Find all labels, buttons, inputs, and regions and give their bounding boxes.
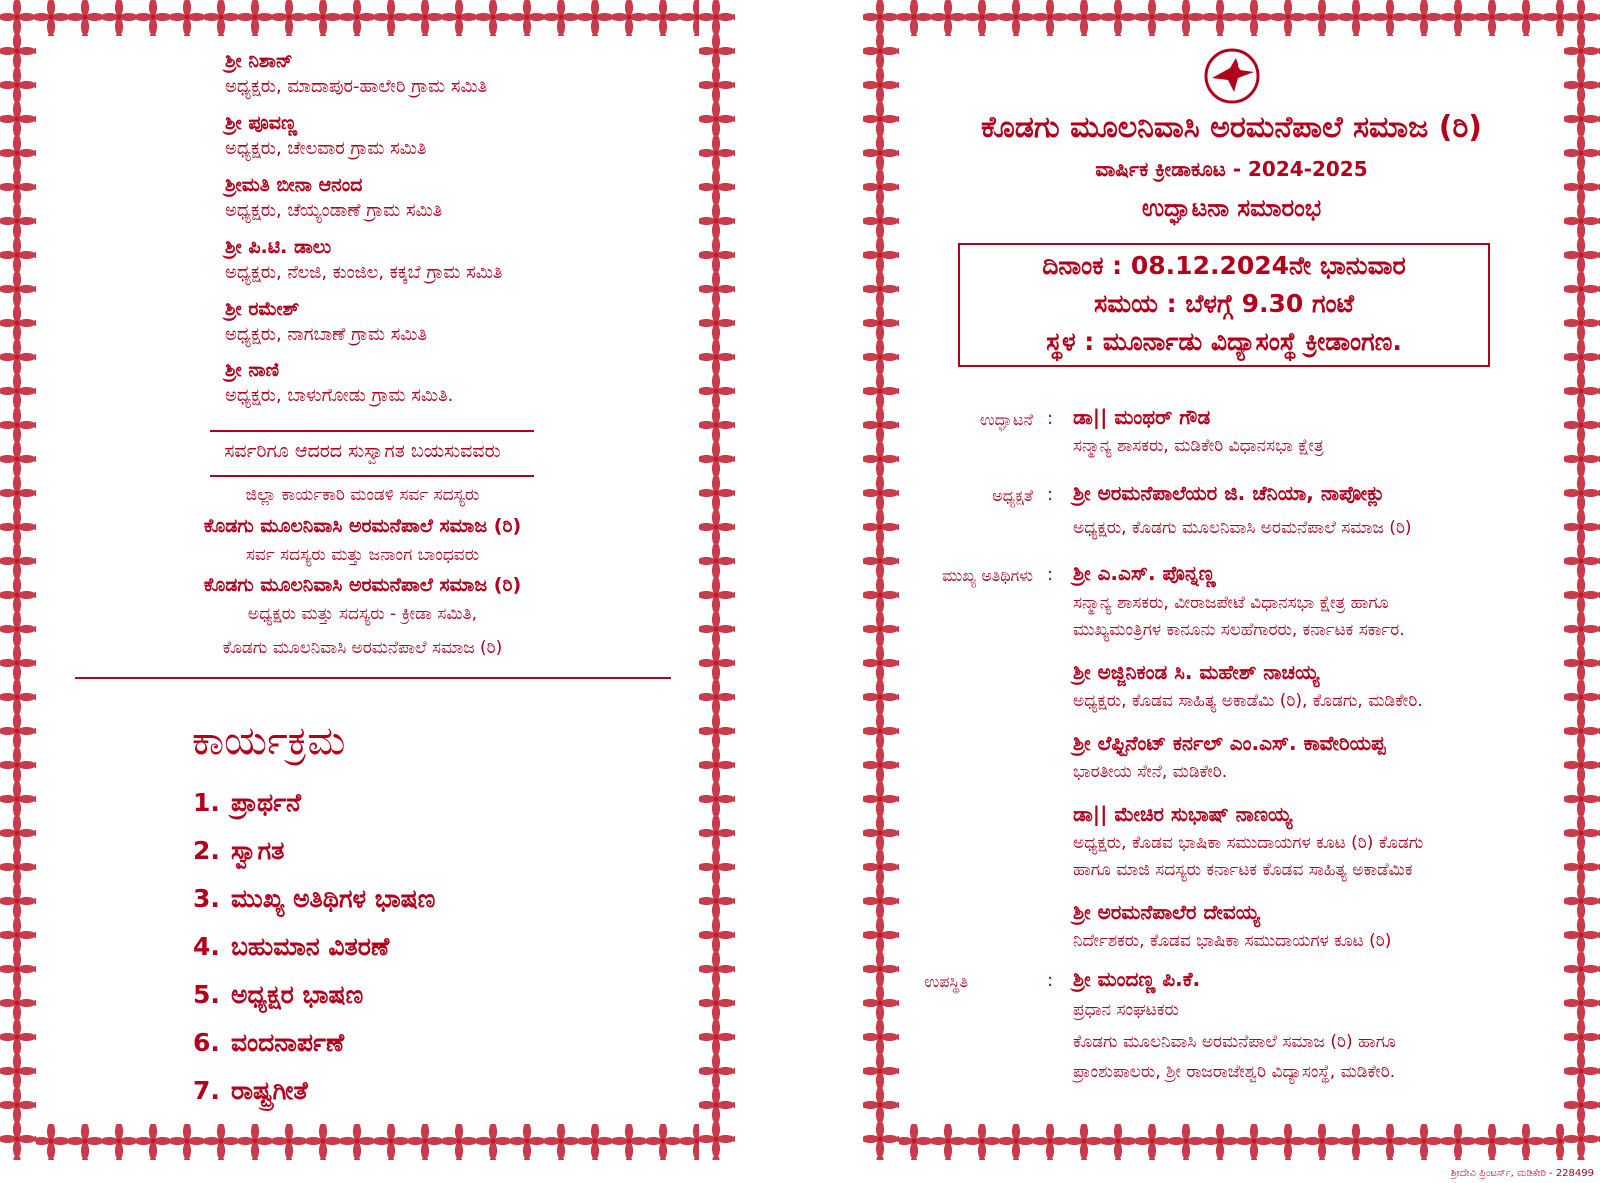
president-name: ಶ್ರೀ ಅರಮನೆಪಾಲೆಯರ ಜಿ. ಚೆನಿಯಾ, ನಾಪೋಕ್ಲು [1073,481,1385,505]
colon: : [1047,408,1054,429]
committee-name: ಶ್ರೀ ಪಿ.ಟಿ. ಡಾಲು [225,236,332,258]
president-label: ಅಧ್ಯಕ್ಷತೆ [992,486,1033,505]
program-item [193,1028,344,1058]
guests-label: ಮುಖ್ಯ ಅತಿಥಿಗಳು [941,566,1033,585]
committee-role: ಅಧ್ಯಕ್ಷರು, ನಾಗಬಾಣೆ ಗ್ರಾಮ ಸಮಿತಿ [225,324,428,345]
presence-role: ಕೊಡಗು ಮೂಲನಿವಾಸಿ ಅರಮನೆಪಾಲೆ ಸಮಾಜ (ರಿ) ಹಾಗೂ [1073,1032,1396,1052]
printer-credit: ಶ್ರೀದೇವಿ ಪ್ರಿಂಟರ್ಸ್, ಮಡಿಕೇರಿ - 228499 [1450,1168,1594,1179]
program-title: ಕಾರ್ಯಕ್ರಮ [192,718,346,764]
program-item-number: 7. [193,1076,220,1105]
program-item-text: ರಾಷ್ಟ್ರಗೀತೆ [231,1076,308,1105]
program-item [193,932,389,962]
host-line: ಕೊಡಗು ಮೂಲನಿವಾಸಿ ಅರಮನೆಪಾಲೆ ಸಮಾಜ (ರಿ) [203,515,522,537]
program-item-text: ಪ್ರಾರ್ಥನೆ [231,788,301,817]
colon: : [1047,970,1054,991]
inaugurator-role: ಸನ್ಮಾನ್ಯ ಶಾಸಕರು, ಮಡಿಕೇರಿ ವಿಧಾನಸಭಾ ಕ್ಷೇತ್ರ [1073,436,1324,456]
event-details-box [958,243,1490,367]
bird-emblem-icon [1200,48,1264,104]
presence-label: ಉಪಸ್ಥಿತಿ [924,972,968,991]
divider [75,677,671,679]
president-role: ಅಧ್ಯಕ್ಷರು, ಕೊಡಗು ಮೂಲನಿವಾಸಿ ಅರಮನೆಪಾಲೆ ಸಮಾಜ (ರಿ) [1073,518,1412,538]
presence-name: ಶ್ರೀ ಮಂದಣ್ಣ ಪಿ.ಕೆ. [1073,967,1201,991]
inaugurator-label: ಉದ್ಘಾಟನೆ [979,410,1033,429]
presence-role: ಪ್ರಧಾನ ಸಂಘಟಕರು [1073,1000,1179,1020]
program-item-text: ವಂದನಾರ್ಪಣೆ [231,1028,345,1057]
floral-border-left [0,0,36,1160]
program-item-number: 4. [193,932,220,961]
guest-role: ಸನ್ಮಾನ್ಯ ಶಾಸಕರು, ವೀರಾಜಪೇಟೆ ವಿಧಾನಸಭಾ ಕ್ಷೇತ್ರ ಹಾಗೂ [1073,593,1389,613]
committee-name: ಶ್ರೀ ರಮೇಶ್ [225,298,300,320]
host-line: ಸರ್ವ ಸದಸ್ಯರು ಮತ್ತು ಜನಾಂಗ ಬಾಂಧವರು [245,545,480,565]
guest-role: ಮುಖ್ಯಮಂತ್ರಿಗಳ ಕಾನೂನು ಸಲಹೆಗಾರರು, ಕರ್ನಾಟಕ ಸರ್ಕಾರ. [1073,620,1405,640]
program-item-number: 6. [193,1028,220,1057]
floral-border-bottom [863,1124,1600,1160]
floral-border-top [0,0,735,36]
program-item [193,1076,308,1106]
guest-role: ಅಧ್ಯಕ್ಷರು, ಕೊಡವ ಸಾಹಿತ್ಯ ಅಕಾಡೆಮಿ (ರಿ), ಕೊಡಗು, ಮಡಿಕೇರಿ. [1073,691,1423,711]
committee-role: ಅಧ್ಯಕ್ಷರು, ಚೇಲವಾರ ಗ್ರಾಮ ಸಮಿತಿ [225,138,427,159]
presence-role: ಪ್ರಾಂಶುಪಾಲರು, ಶ್ರೀ ರಾಜರಾಜೇಶ್ವರಿ ವಿದ್ಯಾಸಂಸ್ಥೆ, ಮಡಿಕೇರಿ. [1073,1062,1396,1082]
guest-role: ಹಾಗೂ ಮಾಜಿ ಸದಸ್ಯರು ಕರ್ನಾಟಕ ಕೊಡವ ಸಾಹಿತ್ಯ ಅಕಾಡೆಮಿಕ [1073,860,1413,880]
event-heading: ಉದ್ಘಾಟನಾ ಸಮಾರಂಭ [1141,194,1322,222]
committee-role: ಅಧ್ಯಕ್ಷರು, ಚೆಯ್ಯಂಡಾಣೆ ಗ್ರಾಮ ಸಮಿತಿ [225,200,443,221]
guest-name: ಶ್ರೀ ಅಜ್ಜಿನಿಕಂಡ ಸಿ. ಮಹೇಶ್ ನಾಚಯ್ಯ [1073,660,1320,684]
program-item-number: 2. [193,836,220,865]
guest-role: ಅಧ್ಯಕ್ಷರು, ಕೊಡವ ಭಾಷಿಕಾ ಸಮುದಾಯಗಳ ಕೂಟ (ರಿ) ಕೊಡಗು [1073,833,1424,853]
floral-border-bottom [0,1124,735,1160]
committee-role: ಅಧ್ಯಕ್ಷರು, ಮಾದಾಪುರ-ಹಾಲೇರಿ ಗ್ರಾಮ ಸಮಿತಿ [225,76,488,97]
program-item-text: ಸ್ವಾಗತ [231,836,285,865]
guest-role: ನಿರ್ದೇಶಕರು, ಕೊಡವ ಭಾಷಿಕಾ ಸಮುದಾಯಗಳ ಕೂಟ (ರಿ) [1073,931,1392,951]
colon: : [1047,564,1054,585]
program-item-text: ಅಧ್ಯಕ್ಷರ ಭಾಷಣ [231,980,364,1009]
divider [210,475,534,477]
floral-border-right [699,0,735,1160]
committee-role: ಅಧ್ಯಕ್ಷರು, ಬಾಳುಗೋಡು ಗ್ರಾಮ ಸಮಿತಿ. [225,385,454,406]
right-panel [863,0,1600,1160]
guest-role: ಭಾರತೀಯ ಸೇನೆ, ಮಡಿಕೇರಿ. [1073,762,1228,782]
host-line: ಕೊಡಗು ಮೂಲನಿವಾಸಿ ಅರಮನೆಪಾಲೆ ಸಮಾಜ (ರಿ) [203,574,522,596]
committee-role: ಅಧ್ಯಕ್ಷರು, ನೆಲಜಿ, ಕುಂಜಿಲ, ಕಕ್ಕಬೆ ಗ್ರಾಮ ಸಮಿತಿ [225,262,503,283]
program-item-number: 3. [193,884,220,913]
program-item-text: ಬಹುಮಾನ ವಿತರಣೆ [231,932,390,961]
left-panel [0,0,735,1160]
event-venue: ಸ್ಥಳ : ಮೂರ್ನಾಡು ವಿದ್ಯಾಸಂಸ್ಥೆ ಕ್ರೀಡಾಂಗಣ. [1046,327,1402,356]
program-item-text: ಮುಖ್ಯ ಅತಿಥಿಗಳ ಭಾಷಣ [231,884,436,913]
program-item [193,884,435,914]
event-subtitle: ವಾರ್ಷಿಕ ಕ್ರೀಡಾಕೂಟ - 2024-2025 [1095,157,1368,181]
guest-name: ಶ್ರೀ ಅರಮನೆಪಾಲೆರ ದೇವಯ್ಯ [1073,900,1260,924]
floral-border-top [863,0,1600,36]
floral-border-right [1564,0,1600,1160]
host-line: ಜಿಲ್ಲಾ ಕಾರ್ಯಕಾರಿ ಮಂಡಳಿ ಸರ್ವ ಸದಸ್ಯರು [245,485,480,505]
event-time: ಸಮಯ : ಬೆಳಗ್ಗೆ 9.30 ಗಂಟೆ [1094,289,1354,318]
committee-name: ಶ್ರೀ ನಿಶಾನ್ [225,50,293,72]
program-item-number: 5. [193,980,220,1009]
program-item-number: 1. [193,788,220,817]
colon: : [1047,484,1054,505]
committee-name: ಶ್ರೀಮತಿ ಬೀನಾ ಆನಂದ [225,174,363,196]
guest-name: ಶ್ರೀ ಎ.ಎಸ್. ಪೊನ್ನಣ್ಣ [1073,561,1216,585]
org-title: ಕೊಡಗು ಮೂಲನಿವಾಸಿ ಅರಮನೆಪಾಲೆ ಸಮಾಜ (ರಿ) [980,110,1483,145]
event-date: ದಿನಾಂಕ : 08.12.2024ನೇ ಭಾನುವಾರ [1042,251,1406,280]
committee-name: ಶ್ರೀ ಪೂವಣ್ಣ [225,112,298,134]
host-line: ಅಧ್ಯಕ್ಷರು ಮತ್ತು ಸದಸ್ಯರು - ಕ್ರೀಡಾ ಸಮಿತಿ, [247,604,478,624]
program-item [193,788,301,818]
guest-name: ಶ್ರೀ ಲೆಫ್ಟಿನೆಂಟ್ ಕರ್ನಲ್ ಎಂ.ಎಸ್. ಕಾವೇರಿಯಪ್ಪ [1073,731,1386,755]
divider [210,430,534,432]
program-item [193,980,363,1010]
inaugurator-name: ಡಾ|| ಮಂಥರ್ ಗೌಡ [1073,405,1211,429]
welcome-text: ಸರ್ವರಿಗೂ ಆದರದ ಸುಸ್ವಾಗತ ಬಯಸುವವರು [224,440,501,462]
host-line: ಕೊಡಗು ಮೂಲನಿವಾಸಿ ಅರಮನೆಪಾಲೆ ಸಮಾಜ (ರಿ) [222,638,503,658]
guest-name: ಡಾ|| ಮೇಚಿರ ಸುಭಾಷ್ ನಾಣಯ್ಯ [1073,802,1293,826]
committee-name: ಶ್ರೀ ನಾಣಿ [225,359,280,381]
program-item [193,836,284,866]
